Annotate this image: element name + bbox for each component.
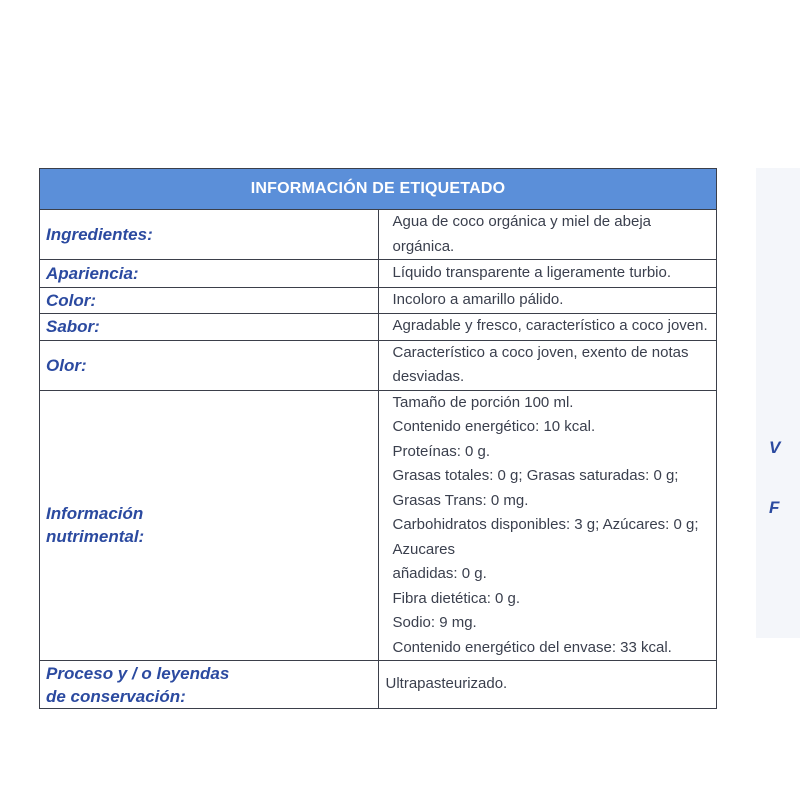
row-value-nutrition	[378, 390, 717, 661]
row-value-process: Ultrapasteurizado.	[378, 661, 717, 709]
table-header-row	[40, 169, 717, 210]
table-row	[40, 260, 717, 288]
table-row	[40, 210, 717, 260]
row-value-apariencia: Líquido transparente a ligeramente turbio.	[378, 260, 717, 288]
row-value-ingredientes: Agua de coco orgánica y miel de abeja orgánica.	[378, 210, 717, 260]
row-key-sabor: Sabor:	[40, 313, 379, 340]
nutrition-line: Contenido energético del envase: 33 kcal.	[392, 638, 672, 656]
row-key-apariencia: Apariencia:	[40, 260, 379, 288]
row-key-nutrition	[40, 390, 379, 661]
fragment-letter-2: F	[769, 498, 780, 517]
nutrition-line: Carbohidratos disponibles: 3 g; Azúcares: 0 g; Azucares	[392, 516, 699, 558]
table-row	[40, 288, 717, 314]
nutrition-line: Proteínas: 0 g.	[392, 442, 491, 460]
side-fragment	[756, 168, 800, 638]
nutrition-line: Tamaño de porción 100 ml.	[392, 393, 574, 411]
nutrition-line: Sodio: 9 mg.	[392, 614, 477, 631]
row-key-ingredientes: Ingredientes:	[40, 210, 379, 260]
nutrition-line: Grasas totales: 0 g; Grasas saturadas: 0 g; Grasas Trans: 0 mg.	[392, 467, 679, 509]
row-key-color: Color:	[40, 288, 379, 314]
nutrition-line: añadidas: 0 g.	[392, 565, 487, 582]
process-key-line-1: Proceso y / o leyendas	[46, 663, 230, 683]
nutrition-line: Contenido energético: 10 kcal.	[392, 418, 596, 435]
nutrition-line: Fibra dietética: 0 g.	[392, 589, 521, 607]
process-key-line-2: de conservación:	[46, 686, 186, 706]
labeling-info-table	[39, 168, 717, 709]
table-row	[40, 313, 717, 340]
table-title: INFORMACIÓN DE ETIQUETADO	[40, 169, 717, 210]
row-key-olor: Olor:	[40, 340, 379, 390]
nutrition-key-line-2: nutrimental:	[46, 527, 145, 547]
nutrition-key-line-1: Información	[46, 504, 144, 524]
row-value-olor: Característico a coco joven, exento de notas desviadas.	[378, 340, 717, 390]
table-row-process	[40, 661, 717, 709]
row-value-color: Incoloro a amarillo pálido.	[378, 288, 717, 314]
fragment-letter-1: V	[769, 438, 781, 457]
row-value-sabor: Agradable y fresco, característico a coco joven.	[378, 313, 717, 340]
table-row-nutrition	[40, 390, 717, 661]
table-row	[40, 340, 717, 390]
row-key-process	[40, 661, 379, 709]
